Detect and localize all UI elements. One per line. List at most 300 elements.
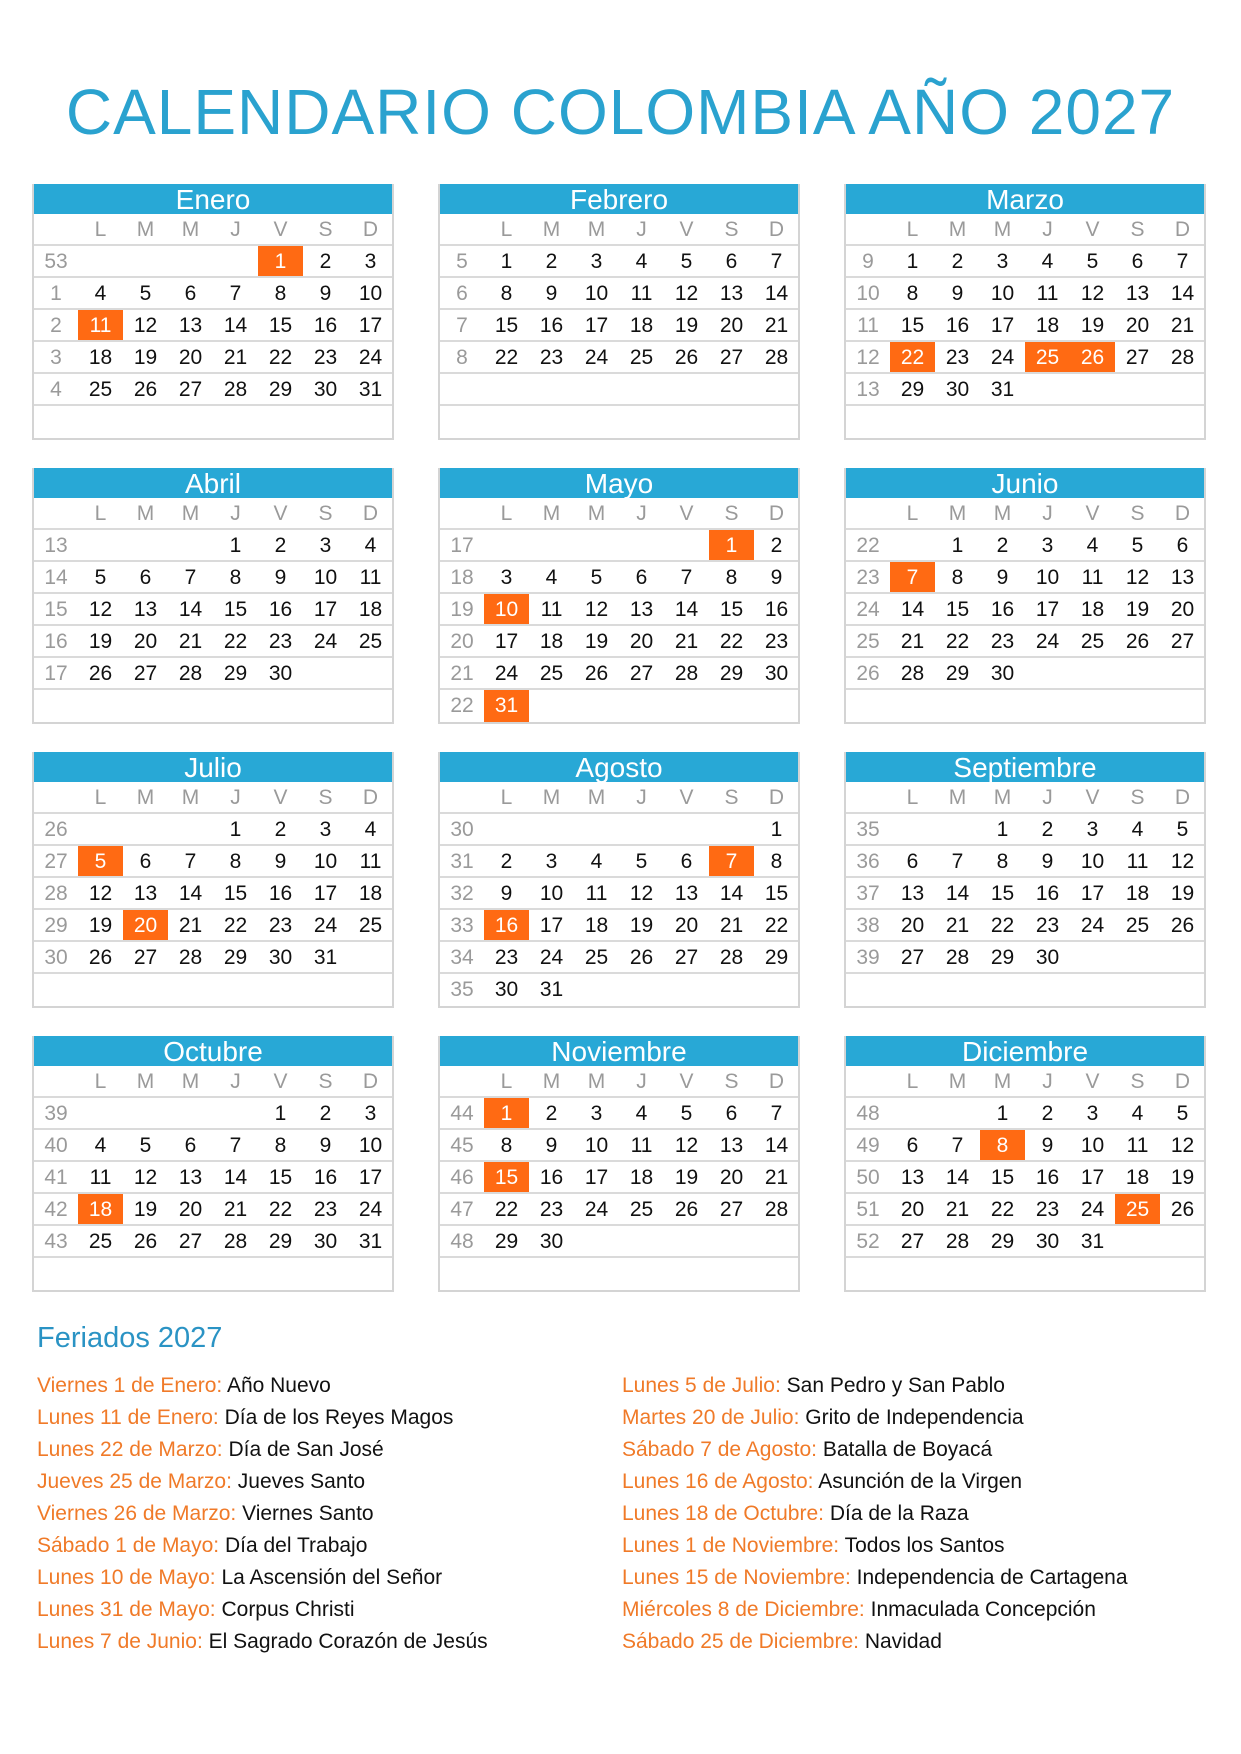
weekday-label: M xyxy=(542,218,561,241)
day-cell: 26 xyxy=(1170,914,1195,937)
day-cell: 4 xyxy=(590,850,603,873)
week-number: 9 xyxy=(862,250,874,273)
day-cell: 13 xyxy=(900,882,925,905)
day-cell: 3 xyxy=(996,250,1009,273)
week-row xyxy=(34,310,392,342)
day-cell xyxy=(1115,942,1160,972)
weekday-label: V xyxy=(679,218,694,241)
day-cell: 15 xyxy=(990,1166,1015,1189)
day-cell-empty xyxy=(664,1258,709,1290)
weekday-label: V xyxy=(1085,1070,1100,1093)
day-cell xyxy=(574,1226,619,1256)
week-row xyxy=(440,658,798,690)
day-cell: 29 xyxy=(900,378,925,401)
week-number: 21 xyxy=(450,662,474,685)
weekday-label: M xyxy=(542,1070,561,1093)
day-cell: 11 xyxy=(1126,1134,1149,1157)
weekday-header-row xyxy=(34,214,392,246)
week-row xyxy=(846,1194,1204,1226)
week-row xyxy=(440,814,798,846)
holiday-item xyxy=(37,1562,488,1594)
day-cell: 25 xyxy=(629,1198,654,1221)
day-cell: 8 xyxy=(770,850,783,873)
holiday-item xyxy=(37,1402,488,1434)
day-cell: 1 xyxy=(500,250,513,273)
week-number: 26 xyxy=(44,818,68,841)
day-cell: 15 xyxy=(945,598,970,621)
weekday-label: J xyxy=(636,786,647,809)
weekday-label: M xyxy=(181,786,200,809)
month-calendar xyxy=(844,468,1206,724)
week-row xyxy=(846,594,1204,626)
day-cell-empty xyxy=(1160,406,1205,438)
day-cell: 3 xyxy=(1086,1102,1099,1125)
week-number: 35 xyxy=(856,818,880,841)
day-cell: 20 xyxy=(900,914,925,937)
day-cell: 31 xyxy=(539,978,564,1001)
day-cell: 28 xyxy=(945,946,970,969)
weekday-label: L xyxy=(906,218,919,241)
day-cell: 3 xyxy=(500,566,513,589)
week-number: 1 xyxy=(50,282,62,305)
holiday-date: Lunes 16 de Agosto: xyxy=(622,1470,814,1493)
week-number: 26 xyxy=(856,662,880,685)
week-number: 49 xyxy=(856,1134,880,1157)
day-cell: 26 xyxy=(88,946,113,969)
day-cell: 28 xyxy=(719,946,744,969)
day-cell: 23 xyxy=(494,946,519,969)
day-cell: 5 xyxy=(1176,1102,1189,1125)
day-cell xyxy=(709,974,754,1006)
day-cell-empty xyxy=(123,974,168,1006)
weekday-label: L xyxy=(906,1070,919,1093)
weekday-label: D xyxy=(768,502,785,525)
day-cell-empty xyxy=(1025,406,1070,438)
day-cell: 20 xyxy=(719,314,744,337)
week-number: 16 xyxy=(44,630,68,653)
month-name: Septiembre xyxy=(846,752,1204,782)
day-cell: 16 xyxy=(1035,1166,1060,1189)
day-cell: 23 xyxy=(990,630,1015,653)
month-calendar xyxy=(438,1036,800,1292)
day-cell: 22 xyxy=(494,1198,519,1221)
day-cell: 21 xyxy=(945,1198,970,1221)
week-number: 30 xyxy=(44,946,68,969)
day-cell: 19 xyxy=(1125,598,1150,621)
day-cell-empty xyxy=(213,974,258,1006)
weekday-label: J xyxy=(1042,218,1053,241)
weekday-label: V xyxy=(1085,502,1100,525)
day-cell: 4 xyxy=(1041,250,1054,273)
day-cell xyxy=(664,690,709,722)
week-row xyxy=(440,406,798,438)
holiday-item xyxy=(37,1626,488,1658)
day-cell: 10 xyxy=(1080,1134,1105,1157)
week-number-header xyxy=(34,214,78,244)
weekday-label: J xyxy=(230,1070,241,1093)
day-cell: 10 xyxy=(584,1134,609,1157)
week-number-empty xyxy=(440,1258,484,1290)
month-name: Abril xyxy=(34,468,392,498)
holiday-item xyxy=(37,1594,488,1626)
day-cell: 13 xyxy=(900,1166,925,1189)
day-cell xyxy=(168,1098,213,1128)
holiday-name: La Ascensión del Señor xyxy=(221,1566,443,1589)
day-cell: 21 xyxy=(945,914,970,937)
weekday-label: J xyxy=(636,502,647,525)
weekday-label: V xyxy=(273,786,288,809)
day-cell-empty xyxy=(1160,690,1205,722)
day-cell xyxy=(754,974,799,1006)
week-row xyxy=(846,846,1204,878)
day-cell: 5 xyxy=(94,566,107,589)
day-cell: 30 xyxy=(494,978,519,1001)
day-cell xyxy=(1070,658,1115,688)
weekday-label: V xyxy=(679,786,694,809)
day-cell: 5 xyxy=(1131,534,1144,557)
day-cell: 26 xyxy=(629,946,654,969)
weekday-label: M xyxy=(993,502,1012,525)
holiday-item xyxy=(622,1562,1128,1594)
day-cell xyxy=(619,974,664,1006)
day-cell: 3 xyxy=(590,1102,603,1125)
week-row xyxy=(440,846,798,878)
week-row xyxy=(440,974,798,1006)
holiday-date: Lunes 11 de Enero: xyxy=(37,1406,219,1429)
week-row xyxy=(34,910,392,942)
day-cell: 9 xyxy=(500,882,513,905)
day-cell: 12 xyxy=(133,1166,158,1189)
holiday-date: Martes 20 de Julio: xyxy=(622,1406,800,1429)
weekday-label: J xyxy=(230,786,241,809)
week-number: 48 xyxy=(856,1102,880,1125)
day-cell: 8 xyxy=(229,566,242,589)
day-cell: 1 xyxy=(996,1102,1009,1125)
day-cell: 4 xyxy=(1131,1102,1144,1125)
day-cell: 7 xyxy=(770,250,783,273)
month-name: Noviembre xyxy=(440,1036,798,1066)
day-cell: 31 xyxy=(990,378,1015,401)
holidays-list-right xyxy=(622,1370,1128,1658)
day-cell: 16 xyxy=(1035,882,1060,905)
day-cell: 30 xyxy=(1035,946,1060,969)
day-cell: 18 xyxy=(1035,314,1060,337)
day-cell: 6 xyxy=(906,850,919,873)
week-row xyxy=(846,406,1204,438)
day-cell xyxy=(484,814,529,844)
day-cell: 12 xyxy=(674,282,699,305)
holiday-day-cell: 25 xyxy=(1115,1194,1160,1224)
day-cell-empty xyxy=(1160,974,1205,1006)
day-cell: 15 xyxy=(223,598,248,621)
week-number: 46 xyxy=(450,1166,474,1189)
day-cell: 20 xyxy=(178,1198,203,1221)
month-calendar xyxy=(32,468,394,724)
day-cell: 4 xyxy=(94,1134,107,1157)
day-cell: 5 xyxy=(680,250,693,273)
day-cell: 29 xyxy=(268,378,293,401)
day-cell: 16 xyxy=(539,1166,564,1189)
holiday-item xyxy=(37,1434,488,1466)
day-cell-empty xyxy=(348,690,393,722)
day-cell: 2 xyxy=(500,850,513,873)
day-cell: 4 xyxy=(545,566,558,589)
day-cell: 13 xyxy=(1125,282,1150,305)
day-cell: 4 xyxy=(364,534,377,557)
day-cell: 21 xyxy=(764,1166,789,1189)
day-cell: 3 xyxy=(545,850,558,873)
week-number-header xyxy=(440,214,484,244)
day-cell-empty xyxy=(529,1258,574,1290)
day-cell: 27 xyxy=(674,946,699,969)
day-cell: 19 xyxy=(584,630,609,653)
day-cell: 7 xyxy=(229,1134,242,1157)
week-number-header xyxy=(846,1066,890,1096)
day-cell-empty xyxy=(754,374,799,404)
weekday-header-row xyxy=(440,1066,798,1098)
day-cell: 17 xyxy=(1080,882,1105,905)
day-cell: 26 xyxy=(133,1230,158,1253)
holiday-day-cell: 8 xyxy=(980,1130,1025,1160)
week-row xyxy=(34,814,392,846)
weekday-label: M xyxy=(993,786,1012,809)
week-row xyxy=(846,1098,1204,1130)
week-number: 5 xyxy=(456,250,468,273)
day-cell: 24 xyxy=(584,1198,609,1221)
day-cell: 5 xyxy=(635,850,648,873)
weekday-label: S xyxy=(724,502,739,525)
day-cell: 10 xyxy=(313,566,338,589)
day-cell: 29 xyxy=(945,662,970,685)
week-row xyxy=(440,342,798,374)
day-cell-empty xyxy=(213,1258,258,1290)
day-cell: 1 xyxy=(770,818,783,841)
week-number: 22 xyxy=(856,534,880,557)
day-cell-empty xyxy=(664,374,709,404)
holiday-date: Lunes 18 de Octubre: xyxy=(622,1502,824,1525)
month-calendar xyxy=(438,752,800,1008)
week-row xyxy=(34,626,392,658)
day-cell: 14 xyxy=(1170,282,1195,305)
week-number-empty xyxy=(34,974,78,1006)
day-cell: 19 xyxy=(133,346,158,369)
week-row xyxy=(846,278,1204,310)
day-cell: 15 xyxy=(494,314,519,337)
day-cell: 10 xyxy=(1035,566,1060,589)
week-row xyxy=(34,1162,392,1194)
week-row xyxy=(846,690,1204,722)
week-number: 8 xyxy=(456,346,468,369)
day-cell: 21 xyxy=(719,914,744,937)
day-cell: 19 xyxy=(674,314,699,337)
week-number: 11 xyxy=(857,314,879,337)
day-cell: 19 xyxy=(133,1198,158,1221)
day-cell: 27 xyxy=(900,1230,925,1253)
day-cell: 3 xyxy=(364,1102,377,1125)
week-row xyxy=(34,1098,392,1130)
week-row xyxy=(846,342,1204,374)
day-cell: 9 xyxy=(1041,1134,1054,1157)
day-cell: 24 xyxy=(313,630,338,653)
week-row xyxy=(846,310,1204,342)
day-cell: 17 xyxy=(313,598,338,621)
day-cell-empty xyxy=(1025,1258,1070,1290)
day-cell: 21 xyxy=(764,314,789,337)
holiday-name: Día de San José xyxy=(228,1438,384,1461)
day-cell: 17 xyxy=(358,1166,383,1189)
day-cell-empty xyxy=(484,406,529,438)
week-number: 38 xyxy=(856,914,880,937)
holiday-item xyxy=(37,1466,488,1498)
holiday-item xyxy=(622,1498,1128,1530)
week-number: 50 xyxy=(856,1166,880,1189)
week-number: 35 xyxy=(450,978,474,1001)
weekday-label: L xyxy=(906,786,919,809)
week-number: 28 xyxy=(44,882,68,905)
day-cell xyxy=(123,530,168,560)
holiday-name: Jueves Santo xyxy=(237,1470,366,1493)
day-cell: 17 xyxy=(494,630,519,653)
day-cell: 22 xyxy=(719,630,744,653)
day-cell-empty xyxy=(303,1258,348,1290)
month-name: Octubre xyxy=(34,1036,392,1066)
week-number: 25 xyxy=(856,630,880,653)
day-cell: 7 xyxy=(229,282,242,305)
week-row xyxy=(440,278,798,310)
weekday-header-row xyxy=(440,214,798,246)
week-row xyxy=(440,530,798,562)
week-number: 2 xyxy=(50,314,62,337)
day-cell: 16 xyxy=(268,598,293,621)
day-cell: 26 xyxy=(674,346,699,369)
day-cell-empty xyxy=(123,690,168,722)
day-cell: 6 xyxy=(725,250,738,273)
week-number-header xyxy=(440,1066,484,1096)
week-number: 19 xyxy=(450,598,474,621)
day-cell xyxy=(303,658,348,688)
weekday-label: V xyxy=(273,502,288,525)
week-number-header xyxy=(440,782,484,812)
day-cell xyxy=(574,814,619,844)
holiday-date: Sábado 25 de Diciembre: xyxy=(622,1630,859,1653)
week-number: 29 xyxy=(44,914,68,937)
day-cell: 8 xyxy=(725,566,738,589)
day-cell: 1 xyxy=(229,818,242,841)
month-name: Marzo xyxy=(846,184,1204,214)
day-cell-empty xyxy=(1025,690,1070,722)
week-row xyxy=(34,1130,392,1162)
day-cell-empty xyxy=(1070,974,1115,1006)
day-cell: 23 xyxy=(1035,914,1060,937)
day-cell: 9 xyxy=(319,1134,332,1157)
day-cell: 8 xyxy=(996,850,1009,873)
holiday-name: Grito de Independencia xyxy=(805,1406,1024,1429)
month-name: Enero xyxy=(34,184,392,214)
holiday-date: Lunes 10 de Mayo: xyxy=(37,1566,216,1589)
day-cell: 21 xyxy=(178,914,203,937)
week-number-empty xyxy=(34,1258,78,1290)
day-cell-empty xyxy=(484,374,529,404)
week-number: 36 xyxy=(856,850,880,873)
day-cell: 12 xyxy=(88,598,113,621)
weekday-label: J xyxy=(1042,1070,1053,1093)
day-cell: 25 xyxy=(1080,630,1105,653)
day-cell: 6 xyxy=(906,1134,919,1157)
day-cell-empty xyxy=(980,974,1025,1006)
day-cell xyxy=(78,530,123,560)
day-cell: 19 xyxy=(1170,1166,1195,1189)
day-cell: 10 xyxy=(358,282,383,305)
day-cell: 7 xyxy=(951,850,964,873)
week-row xyxy=(846,1130,1204,1162)
day-cell: 11 xyxy=(359,850,382,873)
day-cell: 8 xyxy=(274,282,287,305)
week-row xyxy=(34,1258,392,1290)
week-number: 40 xyxy=(44,1134,68,1157)
holiday-day-cell: 18 xyxy=(78,1194,123,1224)
week-row xyxy=(440,1258,798,1290)
weekday-header-row xyxy=(34,782,392,814)
day-cell xyxy=(709,690,754,722)
week-row xyxy=(34,530,392,562)
day-cell: 17 xyxy=(1080,1166,1105,1189)
holiday-item xyxy=(622,1402,1128,1434)
day-cell: 29 xyxy=(990,946,1015,969)
day-cell xyxy=(664,1226,709,1256)
day-cell: 20 xyxy=(178,346,203,369)
day-cell: 25 xyxy=(539,662,564,685)
day-cell: 14 xyxy=(764,1134,789,1157)
holiday-day-cell: 1 xyxy=(709,530,754,560)
day-cell: 18 xyxy=(358,598,383,621)
day-cell: 24 xyxy=(358,1198,383,1221)
day-cell: 12 xyxy=(1170,850,1195,873)
week-number-header xyxy=(34,1066,78,1096)
week-row xyxy=(34,974,392,1006)
day-cell: 6 xyxy=(139,850,152,873)
weekday-label: M xyxy=(587,1070,606,1093)
day-cell xyxy=(1025,658,1070,688)
day-cell: 15 xyxy=(764,882,789,905)
day-cell-empty xyxy=(709,1258,754,1290)
day-cell: 7 xyxy=(770,1102,783,1125)
day-cell: 24 xyxy=(313,914,338,937)
day-cell: 10 xyxy=(539,882,564,905)
weekday-label: D xyxy=(768,218,785,241)
day-cell-empty xyxy=(78,406,123,438)
weekday-header-row xyxy=(440,498,798,530)
day-cell-empty xyxy=(78,690,123,722)
week-number: 37 xyxy=(856,882,880,905)
day-cell-empty xyxy=(890,690,935,722)
day-cell: 17 xyxy=(358,314,383,337)
day-cell-empty xyxy=(484,1258,529,1290)
day-cell: 15 xyxy=(719,598,744,621)
week-row xyxy=(846,974,1204,1006)
day-cell xyxy=(168,814,213,844)
day-cell-empty xyxy=(303,690,348,722)
day-cell: 12 xyxy=(1170,1134,1195,1157)
day-cell-empty xyxy=(529,374,574,404)
day-cell: 3 xyxy=(364,250,377,273)
day-cell: 11 xyxy=(1126,850,1149,873)
day-cell: 27 xyxy=(900,946,925,969)
day-cell: 21 xyxy=(900,630,925,653)
day-cell: 15 xyxy=(900,314,925,337)
day-cell: 1 xyxy=(229,534,242,557)
week-number-empty xyxy=(846,690,890,722)
day-cell: 5 xyxy=(590,566,603,589)
